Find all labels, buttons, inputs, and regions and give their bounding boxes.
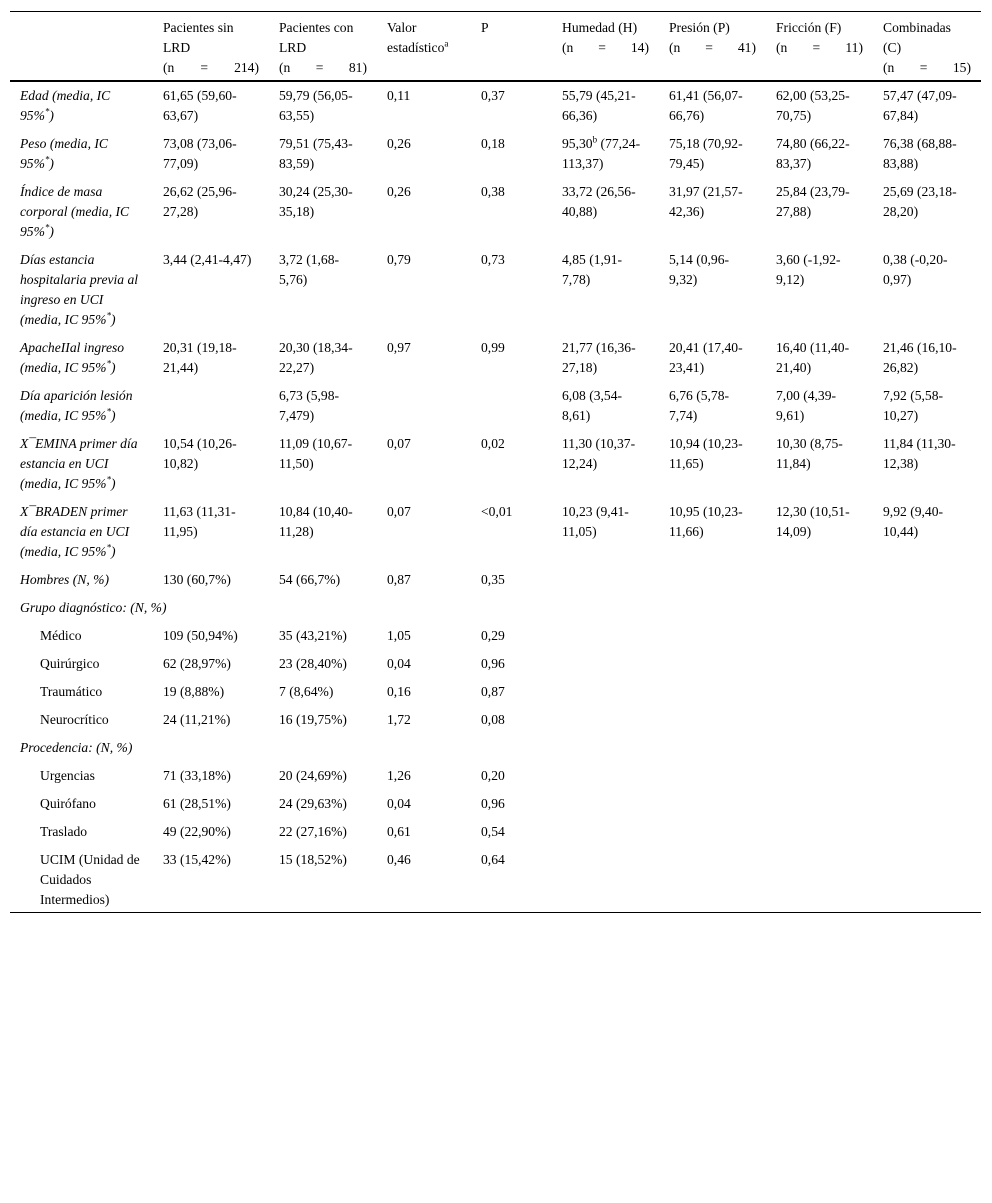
column-header-3 bbox=[377, 12, 471, 82]
cell-col-4 bbox=[471, 380, 552, 428]
cell-col-6: 6,76 (5,78-7,74) bbox=[669, 388, 730, 423]
cell-col-8 bbox=[873, 788, 981, 816]
cell-col-5 bbox=[552, 564, 659, 592]
n-prefix: (n bbox=[163, 60, 175, 75]
cell-col-8 bbox=[873, 676, 981, 704]
row-label: Hombres (N, %) bbox=[20, 572, 109, 587]
cell-col-6 bbox=[659, 788, 766, 816]
row-label: Traslado bbox=[40, 824, 88, 839]
cell-col-3: 0,26 bbox=[387, 184, 411, 199]
cell-col-1: 33 (15,42%) bbox=[163, 852, 231, 867]
n-number: 14 bbox=[630, 40, 645, 55]
cell-col-7: 74,80 (66,22-83,37) bbox=[776, 136, 850, 171]
cell-col-6: 31,97 (21,57-42,36) bbox=[669, 184, 743, 219]
cell-col-1 bbox=[153, 380, 269, 428]
n-number: 41 bbox=[737, 40, 752, 55]
table-header bbox=[10, 12, 981, 82]
cell-col-4: 0,37 bbox=[481, 88, 505, 103]
table-row bbox=[10, 816, 981, 844]
n-suffix: ) bbox=[751, 40, 756, 55]
cell-col-8: 21,46 (16,10-26,82) bbox=[883, 340, 957, 375]
n-number: 214 bbox=[234, 60, 255, 75]
cell-col-1: 61,65 (59,60-63,67) bbox=[163, 88, 237, 123]
cell-col-4: 0,96 bbox=[481, 656, 505, 671]
cell-col-3: 0,79 bbox=[387, 252, 411, 267]
cell-col-2: 79,51 (75,43-83,59) bbox=[279, 136, 353, 171]
column-header-2 bbox=[269, 12, 377, 82]
footnote-marker: b bbox=[592, 134, 598, 145]
cell-col-2: 15 (18,52%) bbox=[279, 852, 347, 867]
cell-col-4: 0,64 bbox=[481, 852, 505, 867]
n-equals: = bbox=[812, 40, 821, 55]
cell-col-1: 11,63 (11,31-11,95) bbox=[163, 504, 236, 539]
cell-col-7 bbox=[766, 620, 873, 648]
cell-col-5 bbox=[552, 816, 659, 844]
cell-col-4: 0,87 bbox=[481, 684, 505, 699]
cell-col-5 bbox=[552, 760, 659, 788]
group-header-row bbox=[10, 592, 981, 620]
n-value bbox=[845, 38, 863, 58]
n-suffix: ) bbox=[644, 40, 649, 55]
row-label: Peso (media, IC 95%*) bbox=[20, 136, 108, 171]
cell-col-8: 76,38 (68,88-83,88) bbox=[883, 136, 957, 171]
table-row bbox=[10, 648, 981, 676]
n-value bbox=[349, 58, 367, 78]
n-value bbox=[953, 58, 971, 78]
row-label: X¯EMINA primer día estancia en UCI (media, IC 95%*) bbox=[20, 436, 138, 491]
column-header-footnote: a bbox=[444, 38, 449, 49]
cell-col-8 bbox=[873, 844, 981, 913]
row-label: Índice de masa corporal (media, IC 95%*) bbox=[20, 184, 130, 239]
cell-col-1: 62 (28,97%) bbox=[163, 656, 231, 671]
cell-col-2: 23 (28,40%) bbox=[279, 656, 347, 671]
header-row bbox=[10, 12, 981, 82]
cell-col-1: 130 (60,7%) bbox=[163, 572, 231, 587]
n-prefix: (n bbox=[562, 40, 574, 55]
cell-col-6: 20,41 (17,40-23,41) bbox=[669, 340, 743, 375]
column-header-n bbox=[562, 38, 649, 58]
cell-col-6: 75,18 (70,92-79,45) bbox=[669, 136, 743, 171]
n-number: 15 bbox=[952, 60, 967, 75]
column-header-4 bbox=[471, 12, 552, 82]
cell-col-1: 109 (50,94%) bbox=[163, 628, 238, 643]
cell-col-3: 0,11 bbox=[387, 88, 411, 103]
cell-col-3: 1,05 bbox=[387, 628, 411, 643]
cell-col-3: 0,26 bbox=[387, 136, 411, 151]
column-header-label: Pacientes con LRD bbox=[279, 20, 354, 55]
cell-col-3: 0,16 bbox=[387, 684, 411, 699]
table-row bbox=[10, 676, 981, 704]
cell-col-7 bbox=[766, 760, 873, 788]
column-header-n bbox=[776, 38, 863, 58]
cell-col-5 bbox=[552, 788, 659, 816]
cell-col-8: 9,92 (9,40-10,44) bbox=[883, 504, 944, 539]
cell-col-3: 0,07 bbox=[387, 436, 411, 451]
table-row bbox=[10, 844, 981, 913]
table-wrapper bbox=[10, 11, 981, 913]
cell-col-4: 0,18 bbox=[481, 136, 505, 151]
table-row bbox=[10, 788, 981, 816]
table-body bbox=[10, 81, 981, 913]
cell-col-8 bbox=[873, 760, 981, 788]
row-label: UCIM (Unidad de Cuidados Intermedios) bbox=[40, 852, 140, 907]
cell-col-1: 24 (11,21%) bbox=[163, 712, 231, 727]
cell-col-7 bbox=[766, 564, 873, 592]
n-equals: = bbox=[598, 40, 606, 55]
table-row bbox=[10, 760, 981, 788]
cell-col-7 bbox=[766, 648, 873, 676]
n-value bbox=[631, 38, 649, 58]
column-header-label: Valor estadístico bbox=[387, 20, 445, 55]
row-label: Grupo diagnóstico: (N, %) bbox=[20, 600, 167, 615]
cell-col-1: 61 (28,51%) bbox=[163, 796, 231, 811]
cell-col-1: 20,31 (19,18-21,44) bbox=[163, 340, 237, 375]
cell-col-4: 0,38 bbox=[481, 184, 505, 199]
cell-col-2: 30,24 (25,30-35,18) bbox=[279, 184, 353, 219]
cell-col-5: 33,72 (26,56-40,88) bbox=[562, 184, 636, 219]
cell-col-5: 10,23 (9,41-11,05) bbox=[562, 504, 629, 539]
n-suffix: ) bbox=[966, 60, 971, 75]
column-header-6 bbox=[659, 12, 766, 82]
cell-col-4: <0,01 bbox=[481, 504, 513, 519]
cell-col-7 bbox=[766, 844, 873, 913]
cell-col-3: 0,87 bbox=[387, 572, 411, 587]
cell-col-1: 26,62 (25,96-27,28) bbox=[163, 184, 237, 219]
table-row bbox=[10, 332, 981, 380]
cell-col-3 bbox=[377, 380, 471, 428]
column-header-n bbox=[279, 58, 367, 78]
cell-col-8 bbox=[873, 816, 981, 844]
cell-col-7 bbox=[766, 704, 873, 732]
cell-col-8 bbox=[873, 648, 981, 676]
n-suffix: ) bbox=[254, 60, 259, 75]
cell-col-6 bbox=[659, 844, 766, 913]
n-equals: = bbox=[919, 60, 928, 75]
cell-col-7: 3,60 (-1,92-9,12) bbox=[776, 252, 841, 287]
cell-col-7 bbox=[766, 816, 873, 844]
cell-col-5: 4,85 (1,91-7,78) bbox=[562, 252, 623, 287]
table-row bbox=[10, 704, 981, 732]
cell-col-4: 0,54 bbox=[481, 824, 505, 839]
cell-col-6 bbox=[659, 676, 766, 704]
table-row bbox=[10, 244, 981, 332]
cell-col-6 bbox=[659, 564, 766, 592]
cell-col-1: 73,08 (73,06-77,09) bbox=[163, 136, 237, 171]
column-header-n bbox=[669, 38, 756, 58]
cell-col-2: 3,72 (1,68-5,76) bbox=[279, 252, 340, 287]
column-header-5 bbox=[552, 12, 659, 82]
table-row bbox=[10, 620, 981, 648]
cell-col-2: 11,09 (10,67-11,50) bbox=[279, 436, 353, 471]
cell-col-6: 10,94 (10,23-11,65) bbox=[669, 436, 743, 471]
cell-col-3: 0,97 bbox=[387, 340, 411, 355]
cell-col-4: 0,20 bbox=[481, 768, 505, 783]
row-label: Urgencias bbox=[40, 768, 95, 783]
cell-col-5: 11,30 (10,37-12,24) bbox=[562, 436, 636, 471]
cell-col-8 bbox=[873, 704, 981, 732]
table-row bbox=[10, 81, 981, 128]
table-row bbox=[10, 428, 981, 496]
cell-col-5 bbox=[552, 620, 659, 648]
cell-col-5: 95,30$^b$ (77,24-113,37) bbox=[562, 134, 641, 171]
cell-col-2: 6,73 (5,98-7,479) bbox=[279, 388, 340, 423]
cell-col-5: 6,08 (3,54-8,61) bbox=[562, 388, 623, 423]
cell-col-1: 71 (33,18%) bbox=[163, 768, 231, 783]
n-number: 81 bbox=[348, 60, 363, 75]
row-label: Día aparición lesión (media, IC 95%*) bbox=[20, 388, 133, 423]
cell-col-5 bbox=[552, 676, 659, 704]
cell-col-6 bbox=[659, 816, 766, 844]
column-header-n bbox=[883, 58, 971, 78]
cell-col-5 bbox=[552, 704, 659, 732]
cell-col-6 bbox=[659, 620, 766, 648]
cell-col-4: 0,02 bbox=[481, 436, 505, 451]
n-prefix: (n bbox=[669, 40, 681, 55]
cell-col-1: 3,44 (2,41-4,47) bbox=[163, 252, 252, 267]
table-row bbox=[10, 380, 981, 428]
row-label: Edad (media, IC 95%*) bbox=[20, 88, 111, 123]
n-equals: = bbox=[200, 60, 209, 75]
cell-col-4: 0,99 bbox=[481, 340, 505, 355]
cell-col-4: 0,73 bbox=[481, 252, 505, 267]
row-label: Días estancia hospitalaria previa al ingreso en UCI (media, IC 95%*) bbox=[20, 252, 139, 327]
table-row bbox=[10, 128, 981, 176]
table-row bbox=[10, 176, 981, 244]
cell-col-2: 16 (19,75%) bbox=[279, 712, 347, 727]
column-header-1 bbox=[153, 12, 269, 82]
n-value bbox=[738, 38, 756, 58]
cell-col-6: 5,14 (0,96-9,32) bbox=[669, 252, 730, 287]
column-header-label: Presión (P) bbox=[669, 20, 730, 35]
cell-col-4: 0,08 bbox=[481, 712, 505, 727]
row-label: Neurocrítico bbox=[40, 712, 109, 727]
cell-col-3: 1,26 bbox=[387, 768, 411, 783]
cell-col-7 bbox=[766, 676, 873, 704]
row-label: Quirófano bbox=[40, 796, 96, 811]
cell-col-2: 24 (29,63%) bbox=[279, 796, 347, 811]
cell-col-2: 22 (27,16%) bbox=[279, 824, 347, 839]
data-table bbox=[10, 11, 981, 913]
cell-col-8: 57,47 (47,09-67,84) bbox=[883, 88, 957, 123]
row-label: Procedencia: (N, %) bbox=[20, 740, 133, 755]
cell-col-3: 1,72 bbox=[387, 712, 411, 727]
column-header-n bbox=[163, 58, 259, 78]
table-row bbox=[10, 564, 981, 592]
cell-col-4: 0,96 bbox=[481, 796, 505, 811]
cell-col-1: 19 (8,88%) bbox=[163, 684, 225, 699]
cell-col-2: 59,79 (56,05-63,55) bbox=[279, 88, 353, 123]
cell-col-6: 10,95 (10,23-11,66) bbox=[669, 504, 743, 539]
cell-col-7: 25,84 (23,79-27,88) bbox=[776, 184, 850, 219]
column-header-7 bbox=[766, 12, 873, 82]
cell-col-2: 54 (66,7%) bbox=[279, 572, 341, 587]
cell-col-5: 21,77 (16,36-27,18) bbox=[562, 340, 636, 375]
cell-col-8 bbox=[873, 564, 981, 592]
n-suffix: ) bbox=[362, 60, 367, 75]
group-header-row bbox=[10, 732, 981, 760]
n-equals: = bbox=[315, 60, 324, 75]
cell-col-1: 10,54 (10,26-10,82) bbox=[163, 436, 237, 471]
n-equals: = bbox=[705, 40, 713, 55]
cell-col-4: 0,29 bbox=[481, 628, 505, 643]
cell-col-4: 0,35 bbox=[481, 572, 505, 587]
cell-col-7: 62,00 (53,25-70,75) bbox=[776, 88, 850, 123]
row-label: Quirúrgico bbox=[40, 656, 100, 671]
cell-col-2: 7 (8,64%) bbox=[279, 684, 334, 699]
cell-col-1: 49 (22,90%) bbox=[163, 824, 231, 839]
cell-col-7: 16,40 (11,40-21,40) bbox=[776, 340, 850, 375]
cell-col-5 bbox=[552, 844, 659, 913]
cell-col-8: 0,38 (-0,20-0,97) bbox=[883, 252, 948, 287]
cell-col-8: 7,92 (5,58-10,27) bbox=[883, 388, 944, 423]
row-label: Traumático bbox=[40, 684, 103, 699]
cell-col-2: 35 (43,21%) bbox=[279, 628, 347, 643]
column-header-label: P bbox=[481, 20, 489, 35]
cell-col-8 bbox=[873, 620, 981, 648]
cell-col-6 bbox=[659, 760, 766, 788]
cell-col-3: 0,04 bbox=[387, 796, 411, 811]
cell-col-6 bbox=[659, 704, 766, 732]
n-prefix: (n bbox=[883, 60, 895, 75]
cell-col-2: 10,84 (10,40-11,28) bbox=[279, 504, 353, 539]
cell-col-5: 55,79 (45,21-66,36) bbox=[562, 88, 636, 123]
row-label: X¯BRADEN primer día estancia en UCI (media, IC 95%*) bbox=[20, 504, 130, 559]
cell-col-6: 61,41 (56,07-66,76) bbox=[669, 88, 743, 123]
n-prefix: (n bbox=[776, 40, 788, 55]
column-header-label: Combinadas (C) bbox=[883, 20, 951, 55]
cell-col-8: 11,84 (11,30-12,38) bbox=[883, 436, 956, 471]
column-header-label: Humedad (H) bbox=[562, 20, 638, 35]
table-row bbox=[10, 496, 981, 564]
cell-col-3: 0,46 bbox=[387, 852, 411, 867]
row-label: ApacheIIal ingreso (media, IC 95%*) bbox=[20, 340, 125, 375]
cell-col-5 bbox=[552, 648, 659, 676]
n-number: 11 bbox=[845, 40, 859, 55]
row-label: Médico bbox=[40, 628, 82, 643]
cell-col-8: 25,69 (23,18-28,20) bbox=[883, 184, 957, 219]
column-header-8 bbox=[873, 12, 981, 82]
cell-col-3: 0,07 bbox=[387, 504, 411, 519]
cell-col-7: 10,30 (8,75-11,84) bbox=[776, 436, 843, 471]
column-header-0 bbox=[10, 12, 153, 82]
cell-col-7 bbox=[766, 788, 873, 816]
cell-col-3: 0,61 bbox=[387, 824, 411, 839]
cell-col-7: 7,00 (4,39-9,61) bbox=[776, 388, 837, 423]
column-header-label: Pacientes sin LRD bbox=[163, 20, 234, 55]
cell-col-2: 20 (24,69%) bbox=[279, 768, 347, 783]
column-header-label: Fricción (F) bbox=[776, 20, 842, 35]
cell-col-6 bbox=[659, 648, 766, 676]
n-prefix: (n bbox=[279, 60, 291, 75]
n-suffix: ) bbox=[858, 40, 863, 55]
n-value bbox=[234, 58, 259, 78]
cell-col-7: 12,30 (10,51-14,09) bbox=[776, 504, 850, 539]
cell-col-3: 0,04 bbox=[387, 656, 411, 671]
cell-col-2: 20,30 (18,34-22,27) bbox=[279, 340, 353, 375]
